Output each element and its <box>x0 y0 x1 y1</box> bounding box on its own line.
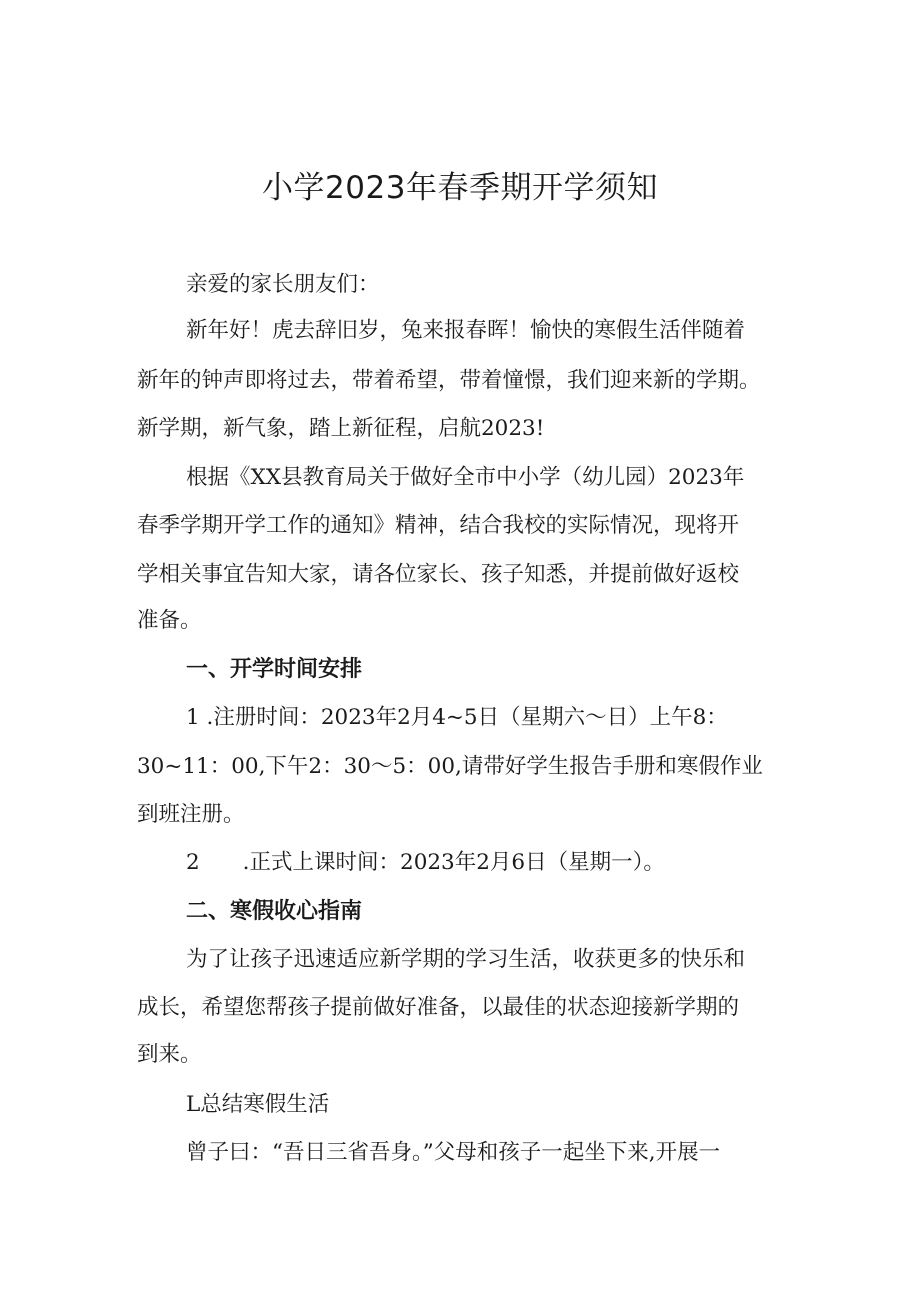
paragraph-line: 到班注册。 <box>137 802 245 827</box>
paragraph-line: 成长，希望您帮孩子提前做好准备，以最佳的状态迎接新学期的 <box>137 995 740 1020</box>
paragraph-line: 新年好！虎去辞旧岁，兔来报春晖！愉快的寒假生活伴随着 <box>186 318 746 343</box>
paragraph-line: 春季学期开学工作的通知》精神，结合我校的实际情况，现将开 <box>137 513 740 538</box>
section-heading: 一、开学时间安排 <box>186 657 363 682</box>
section-heading: 二、寒假收心指南 <box>186 899 363 924</box>
paragraph-line: 1 .注册时间：2023年2月4~5日（星期六～日）上午8： <box>186 705 728 730</box>
paragraph-line: 学相关事宜告知大家，请各位家长、孩子知悉，并提前做好返校 <box>137 562 740 587</box>
paragraph-line: 到来。 <box>137 1042 202 1067</box>
paragraph-line: 曾子曰：“吾日三省吾身。”父母和孩子一起坐下来,开展一 <box>186 1140 721 1165</box>
paragraph-line: 30~11：00,下午2：30～5：00,请带好学生报告手册和寒假作业 <box>137 754 763 779</box>
subsection-heading: L总结寒假生活 <box>186 1092 330 1117</box>
document-title: 小学2023年春季期开学须知 <box>262 170 658 206</box>
paragraph-line: 根据《XX县教育局关于做好全市中小学（幼儿园）2023年 <box>186 465 745 490</box>
paragraph-line: 新年的钟声即将过去，带着希望，带着憧憬，我们迎来新的学期。 <box>137 368 761 393</box>
salutation: 亲爱的家长朋友们： <box>186 272 380 297</box>
paragraph-line: 2 .正式上课时间：2023年2月6日（星期一）。 <box>186 850 665 875</box>
paragraph-line: 准备。 <box>137 608 202 633</box>
paragraph-line: 新学期，新气象，踏上新征程，启航2023! <box>137 416 545 441</box>
paragraph-line: 为了让孩子迅速适应新学期的学习生活，收获更多的快乐和 <box>186 947 746 972</box>
